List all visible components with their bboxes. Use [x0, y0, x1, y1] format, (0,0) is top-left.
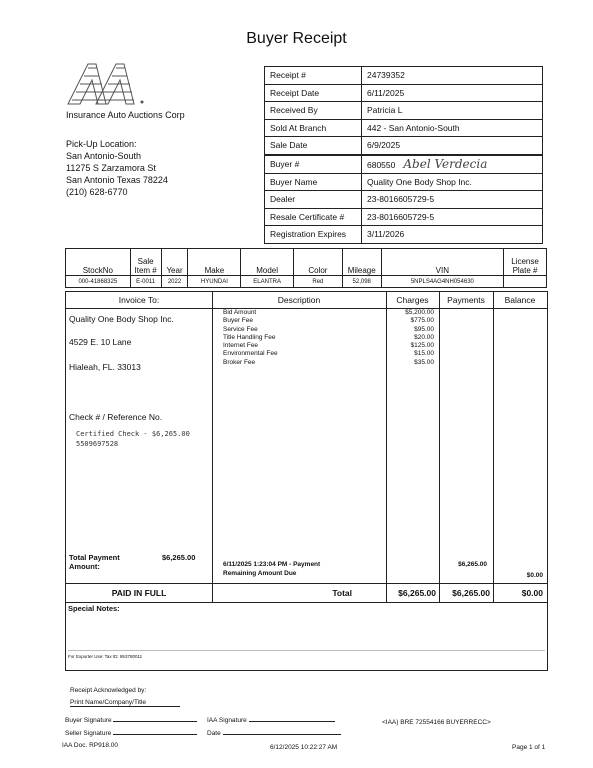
receipt-number-label: Receipt #	[265, 67, 362, 85]
description-header: Description	[277, 295, 321, 305]
charges-header: Charges	[396, 295, 429, 305]
buyer-signature-line	[65, 714, 197, 724]
invoice-table	[65, 291, 548, 603]
receipt-info-table	[264, 66, 543, 155]
page-title: Buyer Receipt	[246, 30, 347, 47]
fee-desc: Internet Fee	[223, 342, 259, 350]
invoice-to-header: Invoice To:	[118, 295, 160, 305]
printed-timestamp: 6/12/2025 10:22:27 AM	[270, 744, 338, 751]
fee-charge: $125.00	[410, 342, 434, 350]
sale-date-label: Sale Date	[265, 137, 362, 155]
remaining-balance: $0.00	[526, 572, 543, 579]
col-color: Color	[294, 249, 343, 276]
invoice-name: Quality One Body Shop Inc.	[69, 314, 174, 324]
fee-charge: $775.00	[410, 317, 434, 325]
receipt-acknowledged: Receipt Acknowledged by:	[70, 687, 147, 694]
fee-desc: Buyer Fee	[223, 317, 253, 325]
invoice-street: 4529 E. 10 Lane	[69, 337, 132, 347]
fee-charges	[386, 309, 434, 367]
col-mileage: Mileage	[342, 249, 381, 276]
col-sale-item: Sale Item #	[130, 249, 161, 276]
registration-expires-label: Registration Expires	[265, 226, 362, 244]
buyer-number-value: 680550	[367, 160, 396, 171]
paid-in-full: PAID IN FULL	[111, 588, 167, 598]
received-by-label: Received By	[265, 102, 362, 120]
sold-at-branch-value: 442 - San Antonio-South	[362, 119, 543, 137]
total-charges: $6,265.00	[398, 588, 436, 598]
pickup-location	[66, 138, 168, 198]
table-row	[66, 276, 547, 288]
print-name-label: Print Name/Company/Title	[70, 699, 180, 707]
year-value: 2022	[161, 276, 188, 288]
mileage-value: 52,098	[342, 276, 381, 288]
make-value: HYUNDAI	[188, 276, 241, 288]
license-plate-value	[504, 276, 547, 288]
buyer-number-cell	[362, 156, 543, 174]
dealer-value: 23-8016605729-5	[362, 191, 543, 209]
fee-charge: $15.00	[414, 350, 434, 358]
col-year: Year	[161, 249, 188, 276]
model-value: ELANTRA	[241, 276, 294, 288]
iaa-signature-label: IAA Signature	[207, 717, 247, 724]
col-vin: VIN	[381, 249, 503, 276]
remaining-amount-label: Remaining Amount Due	[223, 570, 297, 577]
col-make: Make	[188, 249, 241, 276]
color-value: Red	[294, 276, 343, 288]
company-name: Insurance Auto Auctions Corp	[66, 110, 185, 120]
seller-signature-line	[65, 727, 197, 737]
total-payment-label: Total Payment Amount:	[69, 553, 120, 571]
total-balance: $0.00	[521, 588, 543, 598]
total-label: Total	[332, 588, 352, 598]
sale-item-value: E-0011	[130, 276, 161, 288]
col-license-plate: License Plate #	[504, 249, 547, 276]
iaa-signature-line	[207, 714, 335, 724]
buyer-signature-label: Buyer Signature	[65, 717, 112, 724]
special-notes-box	[65, 602, 548, 671]
resale-certificate-value: 23-8016605729-5	[362, 208, 543, 226]
sold-at-branch-label: Sold At Branch	[265, 119, 362, 137]
pickup-city: San Antonio Texas 78224	[66, 175, 168, 185]
fee-charge: $5,200.00	[405, 309, 434, 316]
bre-code: <IAA) BRE 72554166 BUYERRECC>	[382, 719, 491, 726]
buyer-name-label: Buyer Name	[265, 173, 362, 191]
seller-signature-label: Seller Signature	[65, 730, 112, 737]
stockno-value: 000-41868325	[66, 276, 131, 288]
payments-header: Payments	[447, 295, 485, 305]
fee-descriptions	[223, 309, 278, 367]
page-number: Page 1 of 1	[512, 744, 546, 751]
receipt-number-value: 24739352	[362, 67, 543, 85]
payment-line: 6/11/2025 1:23:04 PM - Payment	[223, 561, 321, 568]
fee-charge: $95.00	[414, 325, 434, 333]
registration-expires-value: 3/11/2026	[362, 226, 543, 244]
receipt-date-label: Receipt Date	[265, 84, 362, 102]
handwritten-signature: Abel Verdecia	[403, 157, 488, 172]
balance-header: Balance	[504, 295, 536, 305]
doc-number: IAA Doc. RP918.00	[62, 742, 119, 749]
pickup-label: Pick-Up Location:	[66, 139, 137, 149]
invoice-city: Hialeah, FL. 33013	[69, 362, 141, 372]
fee-desc: Service Fee	[223, 325, 258, 333]
fee-desc: Broker Fee	[223, 358, 256, 366]
col-model: Model	[241, 249, 294, 276]
date-label: Date	[207, 730, 221, 737]
buyer-info-table	[264, 155, 543, 244]
received-by-value: Patricia L	[362, 102, 543, 120]
buyer-name-value: Quality One Body Shop Inc.	[362, 173, 543, 191]
buyer-number-label: Buyer #	[265, 156, 362, 174]
fee-desc: Bid Amount	[223, 309, 257, 316]
exporter-tax-id: For Exporter Use: Tax ID: 953780011	[68, 654, 143, 659]
vin-value: 5NPLS4AG4NH054630	[381, 276, 503, 288]
iaa-logo-icon	[66, 62, 156, 106]
total-payments: $6,265.00	[452, 588, 490, 598]
fee-desc: Environmental Fee	[223, 350, 278, 358]
fee-charge: $20.00	[414, 333, 434, 341]
receipt-date-value: 6/11/2025	[362, 84, 543, 102]
sale-date-value: 6/9/2025	[362, 137, 543, 155]
check-line-1: Certified Check - $6,265.00	[76, 430, 190, 438]
date-line	[207, 727, 341, 737]
payment-amount: $6,265.00	[458, 561, 487, 568]
special-notes-label: Special Notes:	[68, 604, 120, 613]
pickup-name: San Antonio-South	[66, 151, 142, 161]
dealer-label: Dealer	[265, 191, 362, 209]
vehicle-table	[65, 248, 547, 288]
print-name-line	[70, 699, 180, 707]
pickup-phone: (210) 628-6770	[66, 187, 128, 197]
check-line-2: 5509697528	[76, 440, 119, 448]
col-stockno: StockNo	[66, 249, 131, 276]
check-reference-label: Check # / Reference No.	[69, 412, 163, 422]
pickup-street: 11275 S Zarzamora St	[66, 163, 156, 173]
fee-charge: $35.00	[414, 358, 434, 366]
resale-certificate-label: Resale Certificate #	[265, 208, 362, 226]
fee-desc: Title Handling Fee	[223, 333, 276, 341]
total-payment-value: $6,265.00	[162, 553, 196, 562]
